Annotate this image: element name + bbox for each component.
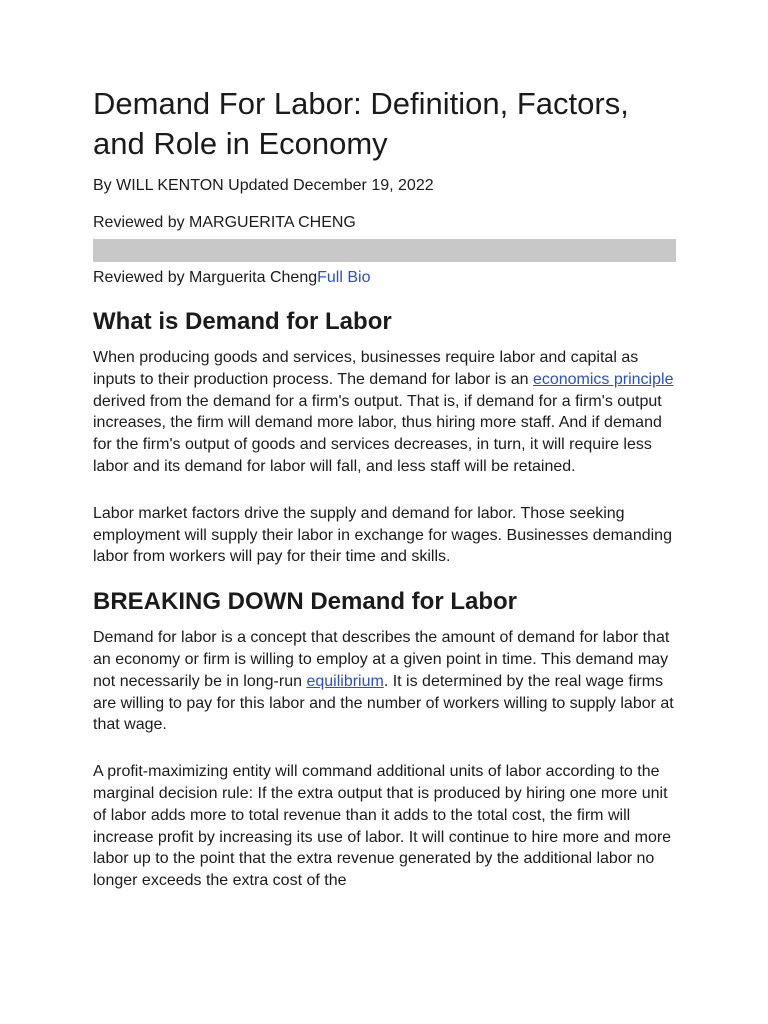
paragraph: Labor market factors drive the supply and demand for labor. Those seeking employment will supply their labor in exchange for wages. Businesses demanding labor from workers will pay for their time and skills. bbox=[93, 504, 672, 566]
paragraph bbox=[93, 347, 678, 478]
article-title: Demand For Labor: Definition, Factors, and Role in Economy bbox=[93, 86, 629, 161]
full-bio-link[interactable]: Full Bio bbox=[317, 269, 371, 286]
equilibrium-link[interactable]: equilibrium bbox=[306, 672, 384, 690]
paragraph-text: derived from the demand for a firm's output. That is, if demand for a firm's output increases, the firm will demand more labor, thus hiring more staff. And if demand for the firm's output of goods and services decreases, in turn, it will require less labor and its demand for labor will fall, and less staff will be retained. bbox=[93, 392, 662, 475]
article-content bbox=[93, 84, 678, 892]
paragraph: A profit-maximizing entity will command additional units of labor according to the marginal decision rule: If the extra output that is produced by hiring one more unit of labor adds more to total revenue than it adds to the total cost, the firm will increase profit by increasing its use of labor. It will continue to hire more and more labor up to the point that the extra revenue generated by the additional labor no longer exceeds the extra cost of the bbox=[93, 763, 672, 890]
paragraph bbox=[93, 627, 678, 736]
paragraph-text: When producing goods and services, businesses require labor and capital as inputs to their production process. The demand for labor is an bbox=[93, 349, 639, 388]
reviewed-by-line bbox=[93, 268, 678, 288]
reviewer-name: Reviewed by Marguerita Cheng bbox=[93, 269, 318, 286]
reviewed-by-header: Reviewed by MARGUERITA CHENG bbox=[93, 214, 356, 231]
section-heading-breaking-down: BREAKING DOWN Demand for Labor bbox=[93, 588, 518, 616]
section-heading-what-is: What is Demand for Labor bbox=[93, 308, 392, 335]
paragraph-text: Demand for labor is a concept that describes the amount of demand for labor that an economy or firm is willing to employ at a given point in time. This demand may not necessarily be in long-run bbox=[93, 629, 670, 690]
byline: By WILL KENTON Updated December 19, 2022 bbox=[93, 177, 434, 194]
paragraph-text: . It is determined by the real wage firms are willing to pay for this labor and the number of workers willing to supply labor at that wage. bbox=[93, 672, 674, 734]
economics-principle-link[interactable]: economics principle bbox=[532, 370, 674, 388]
grey-divider-bar bbox=[93, 239, 676, 262]
